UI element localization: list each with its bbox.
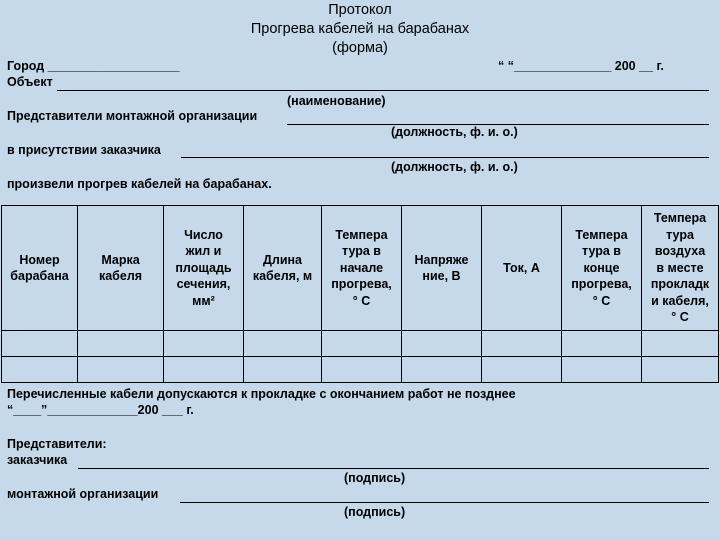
reps-hint: (должность, ф. и. о.): [391, 125, 518, 139]
col-header-text: Темпера тура в начале прогрева, ° С: [331, 227, 392, 308]
col-header-cable-brand: [78, 206, 164, 331]
table-cell[interactable]: [244, 357, 322, 383]
table-cell[interactable]: [164, 357, 244, 383]
table-cell[interactable]: [642, 357, 719, 383]
table-cell[interactable]: [2, 331, 78, 357]
col-header-text: Напряже ние, В: [414, 252, 469, 283]
col-header-air-temp: [642, 206, 719, 331]
installer-signature-line[interactable]: [180, 502, 709, 503]
document-title: Протокол: [328, 2, 392, 18]
table-cell[interactable]: [402, 331, 482, 357]
col-header-text: Ток, А: [503, 260, 540, 275]
deadline-date-field[interactable]: “____”_____________200 ___ г.: [7, 403, 194, 417]
col-header-voltage: [402, 206, 482, 331]
object-label: Объект: [7, 75, 53, 89]
statement-text: произвели прогрев кабелей на барабанах.: [7, 177, 272, 191]
table-cell[interactable]: [482, 357, 562, 383]
col-header-text: Номер барабана: [10, 252, 69, 283]
col-header-drum-number: [2, 206, 78, 331]
table-cell[interactable]: [642, 331, 719, 357]
customer-signature-hint: (подпись): [344, 471, 406, 485]
table-cell[interactable]: [78, 357, 164, 383]
city-field[interactable]: Город ___________________: [7, 59, 180, 73]
table-cell[interactable]: [322, 331, 402, 357]
col-header-text: Число жил и площадь сечения, мм²: [175, 227, 232, 308]
col-header-temp-start: [322, 206, 402, 331]
table-header-row: [2, 206, 719, 331]
customer-label: в присутствии заказчика: [7, 143, 161, 157]
document-subtitle: Прогрева кабелей на барабанах: [250, 21, 470, 37]
permission-text: Перечисленные кабели допускаются к прокладке с окончанием работ не позднее: [7, 387, 516, 401]
representatives-title: Представители:: [7, 437, 107, 451]
table-cell[interactable]: [402, 357, 482, 383]
customer-hint: (должность, ф. и. о.): [391, 160, 518, 174]
col-header-temp-end: [562, 206, 642, 331]
customer-signature-label: заказчика: [7, 453, 68, 467]
object-hint: (наименование): [287, 94, 386, 108]
date-field[interactable]: “ “______________ 200 __ г.: [498, 59, 664, 73]
table-cell[interactable]: [482, 331, 562, 357]
table-cell[interactable]: [164, 331, 244, 357]
col-header-current: [482, 206, 562, 331]
col-header-text: Марка кабеля: [98, 252, 143, 283]
col-header-cores-section: [164, 206, 244, 331]
table-row: [2, 331, 719, 357]
table-cell[interactable]: [562, 357, 642, 383]
heating-table: [1, 205, 719, 383]
customer-signature-line[interactable]: [78, 468, 709, 469]
col-header-text: Темпера тура в конце прогрева, ° С: [571, 227, 632, 308]
reps-label: Представители монтажной организации: [7, 109, 258, 123]
customer-field-line[interactable]: [181, 157, 709, 158]
table-cell[interactable]: [2, 357, 78, 383]
col-header-length: [244, 206, 322, 331]
form-note: (форма): [332, 40, 388, 56]
table-cell[interactable]: [78, 331, 164, 357]
installer-signature-hint: (подпись): [344, 505, 406, 519]
col-header-text: Длина кабеля, м: [252, 252, 313, 283]
object-field-line[interactable]: [57, 90, 709, 91]
table-cell[interactable]: [244, 331, 322, 357]
table-cell[interactable]: [322, 357, 402, 383]
table-row: [2, 357, 719, 383]
table-cell[interactable]: [562, 331, 642, 357]
col-header-text: Темпера тура воздуха в месте прокладк и кабеля, ° С: [650, 211, 710, 325]
installer-signature-label: монтажной организации: [7, 487, 159, 501]
